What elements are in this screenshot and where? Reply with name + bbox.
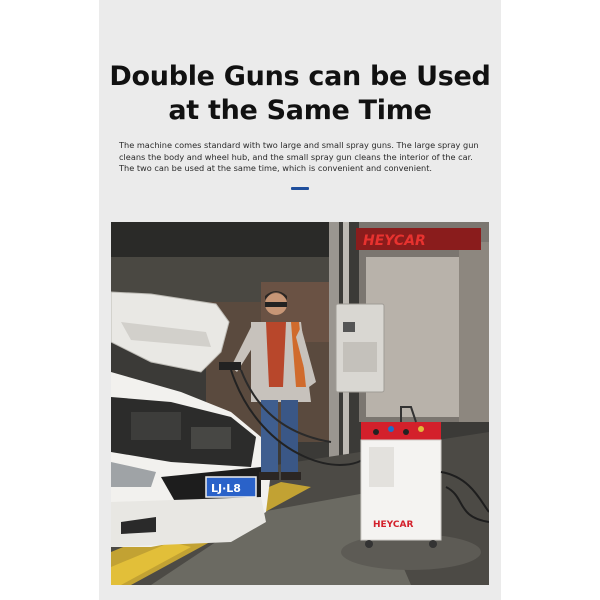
page-title xyxy=(99,60,501,128)
content-panel xyxy=(99,0,501,600)
title-line-2: at the Same Time xyxy=(168,95,432,126)
machine-logo-text: HEYCAR xyxy=(373,520,414,530)
banner-logo-text: HEYCAR xyxy=(363,233,426,249)
product-photo xyxy=(111,222,489,585)
title-line-1: Double Guns can be Used xyxy=(109,61,491,92)
description-text: The machine comes standard with two large and small spray guns. The large spray gun cleans the body and wheel hub, and the small spray gun cleans the interior of the car. The two can be used at the same time, which is convenient and convenient. xyxy=(119,140,479,173)
section-divider xyxy=(291,187,309,190)
license-plate-text: LJ·L8 xyxy=(211,482,241,495)
